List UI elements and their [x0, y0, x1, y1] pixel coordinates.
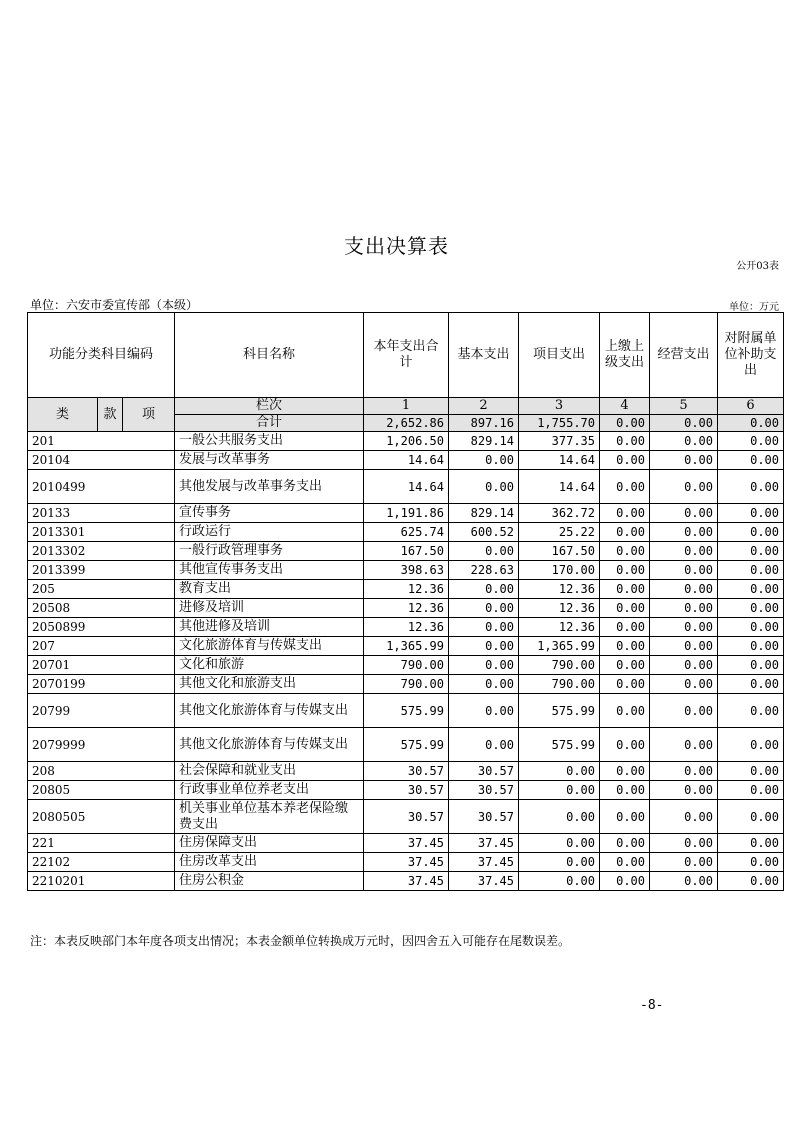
total-label: 合计: [175, 415, 364, 432]
total-value: 2,652.86: [364, 415, 449, 432]
row-value: 0.00: [650, 561, 718, 580]
row-value: 25.22: [519, 523, 600, 542]
row-value: 0.00: [600, 561, 650, 580]
row-code: 2013301: [28, 523, 175, 542]
subheader-lei: 类: [28, 398, 98, 432]
row-value: 0.00: [718, 781, 784, 800]
row-name: 进修及培训: [175, 599, 364, 618]
row-value: 0.00: [718, 470, 784, 504]
row-value: 790.00: [364, 675, 449, 694]
total-value: 1,755.70: [519, 415, 600, 432]
row-name: 文化旅游体育与传媒支出: [175, 637, 364, 656]
row-value: 0.00: [718, 504, 784, 523]
row-value: 0.00: [600, 675, 650, 694]
row-code: 20133: [28, 504, 175, 523]
row-name: 其他宣传事务支出: [175, 561, 364, 580]
column-number: 1: [364, 398, 449, 415]
row-code: 2079999: [28, 728, 175, 762]
row-code: 20104: [28, 451, 175, 470]
row-value: 0.00: [650, 580, 718, 599]
row-code: 20508: [28, 599, 175, 618]
row-code: 207: [28, 637, 175, 656]
row-value: 0.00: [650, 504, 718, 523]
row-name: 住房改革支出: [175, 853, 364, 872]
table-row: [28, 656, 784, 675]
row-value: 14.64: [519, 451, 600, 470]
row-value: 0.00: [600, 542, 650, 561]
row-name: 宣传事务: [175, 504, 364, 523]
row-value: 0.00: [600, 618, 650, 637]
row-value: 170.00: [519, 561, 600, 580]
row-value: 790.00: [364, 656, 449, 675]
row-value: 0.00: [650, 694, 718, 728]
subheader-xiang: 项: [123, 398, 175, 432]
row-value: 0.00: [600, 432, 650, 451]
row-name: 一般公共服务支出: [175, 432, 364, 451]
table-row: [28, 580, 784, 599]
row-value: 0.00: [650, 523, 718, 542]
row-value: 0.00: [600, 694, 650, 728]
row-value: 14.64: [364, 451, 449, 470]
row-value: 0.00: [650, 637, 718, 656]
row-value: 0.00: [650, 432, 718, 451]
row-value: 0.00: [650, 872, 718, 891]
row-value: 14.64: [519, 470, 600, 504]
row-value: 0.00: [650, 599, 718, 618]
row-value: 0.00: [650, 675, 718, 694]
total-value: 0.00: [650, 415, 718, 432]
row-value: 12.36: [364, 580, 449, 599]
table-row: [28, 637, 784, 656]
row-code: 20701: [28, 656, 175, 675]
row-value: 0.00: [449, 675, 519, 694]
subheader-kuan: 款: [98, 398, 123, 432]
row-name: 行政事业单位养老支出: [175, 781, 364, 800]
row-value: 790.00: [519, 656, 600, 675]
row-value: 0.00: [650, 542, 718, 561]
row-value: 0.00: [718, 728, 784, 762]
row-value: 0.00: [519, 853, 600, 872]
row-value: 362.72: [519, 504, 600, 523]
row-code: 2010499: [28, 470, 175, 504]
row-value: 0.00: [519, 834, 600, 853]
row-value: 0.00: [718, 853, 784, 872]
row-value: 600.52: [449, 523, 519, 542]
row-value: 0.00: [519, 872, 600, 891]
row-code: 2013302: [28, 542, 175, 561]
row-name: 其他发展与改革事务支出: [175, 470, 364, 504]
row-value: 0.00: [519, 781, 600, 800]
row-value: 0.00: [718, 834, 784, 853]
row-value: 0.00: [718, 599, 784, 618]
row-value: 12.36: [519, 580, 600, 599]
row-code: 221: [28, 834, 175, 853]
row-value: 0.00: [650, 470, 718, 504]
row-value: 0.00: [449, 451, 519, 470]
row-value: 30.57: [364, 800, 449, 834]
row-name: 文化和旅游: [175, 656, 364, 675]
row-code: 205: [28, 580, 175, 599]
row-value: 12.36: [519, 599, 600, 618]
row-value: 167.50: [364, 542, 449, 561]
row-value: 0.00: [449, 470, 519, 504]
table-row: [28, 451, 784, 470]
row-value: 1,365.99: [364, 637, 449, 656]
row-value: 0.00: [600, 599, 650, 618]
row-value: 14.64: [364, 470, 449, 504]
row-value: 0.00: [600, 470, 650, 504]
row-value: 0.00: [519, 762, 600, 781]
row-value: 30.57: [449, 781, 519, 800]
header-upper: 上缴上级支出: [600, 313, 650, 398]
header-total: 本年支出合计: [364, 313, 449, 398]
row-value: 0.00: [600, 523, 650, 542]
row-code: 2080505: [28, 800, 175, 834]
row-code: 20805: [28, 781, 175, 800]
row-value: 0.00: [600, 504, 650, 523]
row-value: 1,365.99: [519, 637, 600, 656]
row-value: 0.00: [718, 675, 784, 694]
header-project: 项目支出: [519, 313, 600, 398]
row-name: 发展与改革事务: [175, 451, 364, 470]
row-name: 其他文化旅游体育与传媒支出: [175, 694, 364, 728]
row-value: 0.00: [449, 656, 519, 675]
table-row: [28, 542, 784, 561]
row-value: 0.00: [718, 561, 784, 580]
row-value: 30.57: [449, 800, 519, 834]
total-value: 0.00: [600, 415, 650, 432]
row-value: 0.00: [718, 451, 784, 470]
row-value: 0.00: [718, 800, 784, 834]
header-basic: 基本支出: [449, 313, 519, 398]
table-row: [28, 853, 784, 872]
header-business: 经营支出: [650, 313, 718, 398]
row-value: 0.00: [718, 762, 784, 781]
row-value: 0.00: [600, 872, 650, 891]
row-value: 30.57: [364, 762, 449, 781]
row-value: 37.45: [364, 872, 449, 891]
row-code: 2070199: [28, 675, 175, 694]
currency-unit: 单位：万元: [729, 302, 779, 313]
row-value: 0.00: [718, 637, 784, 656]
row-name: 其他文化和旅游支出: [175, 675, 364, 694]
row-value: 37.45: [364, 834, 449, 853]
subheader-lanci: 栏次: [175, 398, 364, 415]
form-number: 公开03表: [736, 261, 779, 272]
table-row: [28, 872, 784, 891]
row-value: 0.00: [449, 637, 519, 656]
row-value: 575.99: [364, 694, 449, 728]
header-subsidy: 对附属单位补助支出: [718, 313, 784, 398]
row-value: 575.99: [519, 694, 600, 728]
table-row: [28, 800, 784, 834]
column-number: 4: [600, 398, 650, 415]
row-value: 0.00: [718, 432, 784, 451]
row-value: 0.00: [600, 656, 650, 675]
table-note: 注：本表反映部门本年度各项支出情况；本表金额单位转换成万元时，因四舍五入可能存在尾数误差。: [30, 934, 571, 948]
row-value: 0.00: [650, 656, 718, 675]
row-value: 0.00: [650, 853, 718, 872]
row-value: 0.00: [650, 618, 718, 637]
row-value: 228.63: [449, 561, 519, 580]
row-value: 0.00: [650, 451, 718, 470]
row-value: 625.74: [364, 523, 449, 542]
row-value: 12.36: [364, 618, 449, 637]
row-value: 37.45: [364, 853, 449, 872]
table-row: [28, 762, 784, 781]
row-value: 0.00: [650, 800, 718, 834]
column-number: 2: [449, 398, 519, 415]
table-row: [28, 694, 784, 728]
total-value: 0.00: [718, 415, 784, 432]
row-value: 0.00: [718, 523, 784, 542]
row-value: 398.63: [364, 561, 449, 580]
row-value: 0.00: [449, 580, 519, 599]
table-row: [28, 504, 784, 523]
row-code: 2210201: [28, 872, 175, 891]
row-code: 201: [28, 432, 175, 451]
row-value: 37.45: [449, 872, 519, 891]
page-title: 支出决算表: [344, 234, 449, 258]
row-value: 0.00: [600, 834, 650, 853]
row-value: 0.00: [718, 694, 784, 728]
row-value: 0.00: [449, 599, 519, 618]
row-name: 行政运行: [175, 523, 364, 542]
expenditure-table: [27, 312, 784, 891]
row-value: 0.00: [449, 542, 519, 561]
table-row: [28, 523, 784, 542]
row-name: 机关事业单位基本养老保险缴费支出: [175, 800, 364, 834]
row-value: 0.00: [718, 656, 784, 675]
row-value: 0.00: [718, 618, 784, 637]
row-name: 一般行政管理事务: [175, 542, 364, 561]
row-value: 829.14: [449, 432, 519, 451]
page-number: -8-: [640, 998, 664, 1013]
row-value: 37.45: [449, 853, 519, 872]
row-value: 0.00: [650, 762, 718, 781]
row-value: 0.00: [519, 800, 600, 834]
table-row: [28, 675, 784, 694]
table-row: [28, 728, 784, 762]
row-value: 0.00: [449, 728, 519, 762]
total-value: 897.16: [449, 415, 519, 432]
row-code: 20799: [28, 694, 175, 728]
row-name: 住房保障支出: [175, 834, 364, 853]
table-row: [28, 432, 784, 451]
table-row: [28, 470, 784, 504]
row-value: 37.45: [449, 834, 519, 853]
table-row: [28, 618, 784, 637]
row-value: 0.00: [600, 853, 650, 872]
table-row: [28, 599, 784, 618]
row-code: 2050899: [28, 618, 175, 637]
row-value: 0.00: [600, 800, 650, 834]
row-value: 0.00: [600, 580, 650, 599]
row-value: 0.00: [650, 728, 718, 762]
row-name: 住房公积金: [175, 872, 364, 891]
row-value: 790.00: [519, 675, 600, 694]
header-name: 科目名称: [175, 313, 364, 398]
row-name: 社会保障和就业支出: [175, 762, 364, 781]
column-number: 3: [519, 398, 600, 415]
column-number: 5: [650, 398, 718, 415]
row-value: 0.00: [600, 728, 650, 762]
row-value: 0.00: [600, 781, 650, 800]
row-code: 2013399: [28, 561, 175, 580]
row-value: 12.36: [519, 618, 600, 637]
row-value: 1,206.50: [364, 432, 449, 451]
row-value: 30.57: [449, 762, 519, 781]
row-value: 575.99: [519, 728, 600, 762]
row-value: 30.57: [364, 781, 449, 800]
header-row: [28, 313, 784, 398]
row-value: 0.00: [718, 542, 784, 561]
row-value: 0.00: [718, 580, 784, 599]
row-code: 208: [28, 762, 175, 781]
table-row: [28, 781, 784, 800]
row-value: 0.00: [718, 872, 784, 891]
row-name: 其他进修及培训: [175, 618, 364, 637]
row-value: 0.00: [600, 451, 650, 470]
table-row: [28, 834, 784, 853]
row-value: 0.00: [600, 762, 650, 781]
header-code: 功能分类科目编码: [28, 313, 175, 398]
row-value: 0.00: [600, 637, 650, 656]
row-value: 0.00: [449, 618, 519, 637]
column-number: 6: [718, 398, 784, 415]
row-value: 575.99: [364, 728, 449, 762]
column-index-row: [28, 398, 784, 415]
row-value: 0.00: [449, 694, 519, 728]
table-row: [28, 561, 784, 580]
row-code: 22102: [28, 853, 175, 872]
reporting-unit: 单位：六安市委宣传部（本级）: [30, 298, 199, 312]
row-value: 12.36: [364, 599, 449, 618]
row-value: 0.00: [650, 781, 718, 800]
row-value: 377.35: [519, 432, 600, 451]
row-name: 其他文化旅游体育与传媒支出: [175, 728, 364, 762]
row-value: 829.14: [449, 504, 519, 523]
row-value: 167.50: [519, 542, 600, 561]
row-name: 教育支出: [175, 580, 364, 599]
row-value: 0.00: [650, 834, 718, 853]
row-value: 1,191.86: [364, 504, 449, 523]
